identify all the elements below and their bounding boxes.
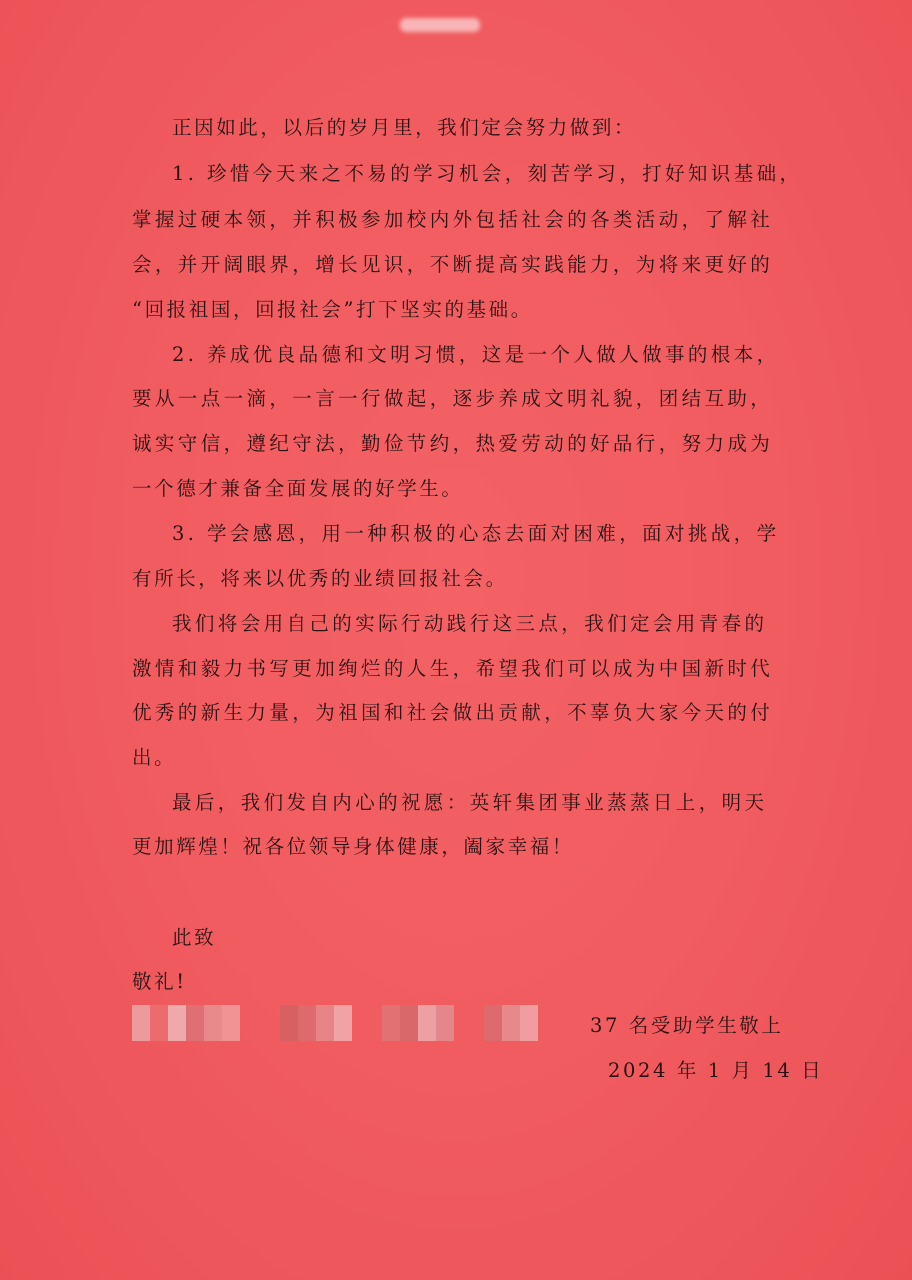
- letter-line: 诚实守信，遵纪守法，勤俭节约，热爱劳动的好品行，努力成为: [132, 432, 774, 455]
- letter-line: 激情和毅力书写更加绚烂的人生，希望我们可以成为中国新时代: [132, 657, 774, 680]
- letter-line: 更加辉煌！祝各位领导身体健康，阖家幸福！: [132, 835, 575, 858]
- letter-line: 2. 养成优良品德和文明习惯，这是一个人做人做事的根本，: [172, 343, 780, 366]
- letter-line: 要从一点一滴，一言一行做起，逐步养成文明礼貌，团结互助，: [132, 387, 774, 410]
- letter-line: 3. 学会感恩，用一种积极的心态去面对困难，面对挑战，学: [172, 522, 780, 545]
- letter-line: 优秀的新生力量，为祖国和社会做出贡献，不辜负大家今天的付: [132, 701, 774, 724]
- date: 2024 年 1 月 14 日: [608, 1059, 824, 1082]
- letter-line: “回报祖国，回报社会”打下坚实的基础。: [132, 298, 533, 321]
- redacted-area: [132, 1005, 538, 1041]
- signature: 37 名受助学生敬上: [590, 1014, 784, 1037]
- letter-line: 1. 珍惜今天来之不易的学习机会，刻苦学习，打好知识基础，: [172, 162, 803, 185]
- letter-line: 出。: [132, 746, 177, 769]
- letter-line: 一个德才兼备全面发展的好学生。: [132, 477, 464, 500]
- letter-line: 我们将会用自己的实际行动践行这三点，我们定会用青春的: [172, 612, 768, 635]
- letter-line: 有所长，将来以优秀的业绩回报社会。: [132, 567, 508, 590]
- closing: 此致: [172, 926, 217, 949]
- paper-crease: [400, 18, 480, 32]
- letter-line: 会，并开阔眼界，增长见识，不断提高实践能力，为将来更好的: [132, 253, 774, 276]
- letter-line: 掌握过硬本领，并积极参加校内外包括社会的各类活动，了解社: [132, 208, 774, 231]
- salute: 敬礼!: [132, 970, 187, 993]
- letter-line: 正因如此，以后的岁月里，我们定会努力做到：: [172, 116, 637, 139]
- letter-line: 最后，我们发自内心的祝愿：英轩集团事业蒸蒸日上，明天: [172, 791, 768, 814]
